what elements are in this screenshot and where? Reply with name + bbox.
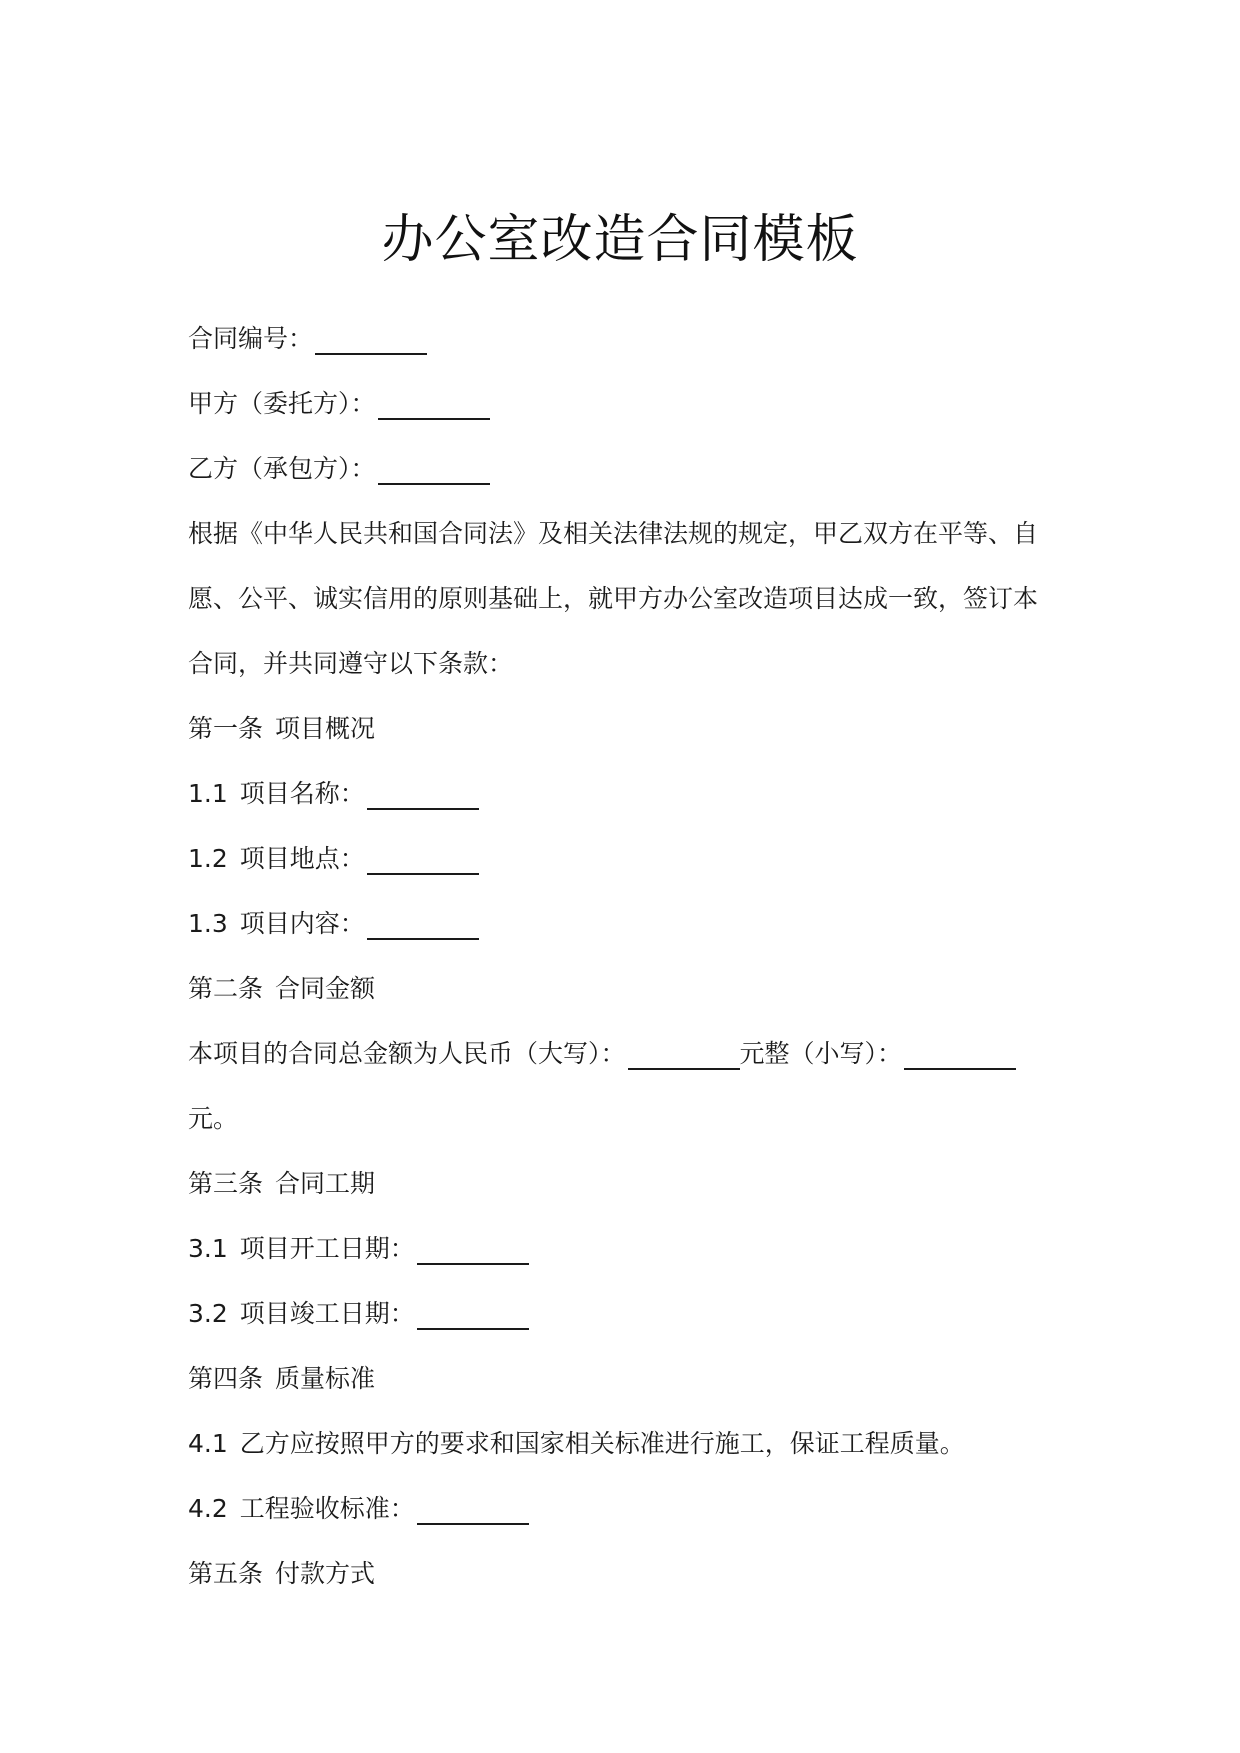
project-location-blank: [367, 873, 479, 875]
contract-number-label: 合同编号：: [188, 324, 314, 353]
article-number: 第五条: [188, 1559, 264, 1588]
clause-1-1: [188, 777, 1048, 811]
clause-label: 项目名称：: [239, 779, 365, 808]
project-name-blank: [367, 808, 479, 810]
preamble-line-3: 合同，并共同遵守以下条款：: [188, 649, 514, 678]
contract-amount-line: [188, 1037, 1048, 1071]
clause-text: 乙方应按照甲方的要求和国家相关标准进行施工，保证工程质量。: [239, 1429, 965, 1458]
clause-label: 项目内容：: [239, 909, 365, 938]
article-2-heading: [188, 972, 1048, 1006]
party-b-label: 乙方（承包方）：: [188, 454, 376, 483]
article-number: 第四条: [188, 1364, 264, 1393]
contract-number-field: [188, 322, 1048, 356]
amount-lowercase-label: 元整（小写）：: [739, 1039, 903, 1068]
article-3-heading: [188, 1167, 1048, 1201]
clause-number: 4.2: [188, 1494, 228, 1523]
amount-uppercase-blank: [628, 1068, 740, 1070]
clause-3-2: [188, 1297, 1048, 1331]
clause-label: 项目竣工日期：: [239, 1299, 415, 1328]
preamble-line-1: 根据《中华人民共和国合同法》及相关法律法规的规定，甲乙双方在平等、自: [188, 519, 1039, 548]
article-title: 项目概况: [275, 714, 376, 743]
clause-label: 项目开工日期：: [239, 1234, 415, 1263]
project-content-blank: [367, 938, 479, 940]
preamble-line-2: 愿、公平、诚实信用的原则基础上，就甲方办公室改造项目达成一致，签订本: [188, 584, 1039, 613]
party-a-field: [188, 387, 1048, 421]
clause-number: 3.1: [188, 1234, 228, 1263]
article-4-heading: [188, 1362, 1048, 1396]
clause-number: 4.1: [188, 1429, 228, 1458]
party-a-blank: [378, 418, 490, 420]
article-number: 第一条: [188, 714, 264, 743]
article-title: 合同金额: [275, 974, 376, 1003]
contract-number-blank: [315, 353, 427, 355]
completion-date-blank: [417, 1328, 529, 1330]
article-1-heading: [188, 712, 1048, 746]
clause-number: 3.2: [188, 1299, 228, 1328]
article-title: 质量标准: [275, 1364, 376, 1393]
clause-4-2: [188, 1492, 1048, 1526]
clause-1-3: [188, 907, 1048, 941]
clause-1-2: [188, 842, 1048, 876]
acceptance-standard-blank: [417, 1523, 529, 1525]
clause-number: 1.3: [188, 909, 228, 938]
document-title: 办公室改造合同模板: [381, 210, 859, 270]
start-date-blank: [417, 1263, 529, 1265]
clause-label: 项目地点：: [239, 844, 365, 873]
amount-lowercase-blank: [904, 1068, 1016, 1070]
party-a-label: 甲方（委托方）：: [188, 389, 376, 418]
article-number: 第三条: [188, 1169, 264, 1198]
party-b-blank: [378, 483, 490, 485]
clause-number: 1.2: [188, 844, 228, 873]
clause-number: 1.1: [188, 779, 228, 808]
party-b-field: [188, 452, 1048, 486]
article-title: 合同工期: [275, 1169, 376, 1198]
clause-label: 工程验收标准：: [239, 1494, 415, 1523]
contract-amount-unit: 元。: [188, 1104, 239, 1133]
clause-4-1: [188, 1427, 1048, 1461]
article-title: 付款方式: [275, 1559, 376, 1588]
article-number: 第二条: [188, 974, 264, 1003]
clause-3-1: [188, 1232, 1048, 1266]
article-5-heading: [188, 1557, 1048, 1591]
amount-uppercase-label: 本项目的合同总金额为人民币（大写）：: [188, 1039, 626, 1068]
